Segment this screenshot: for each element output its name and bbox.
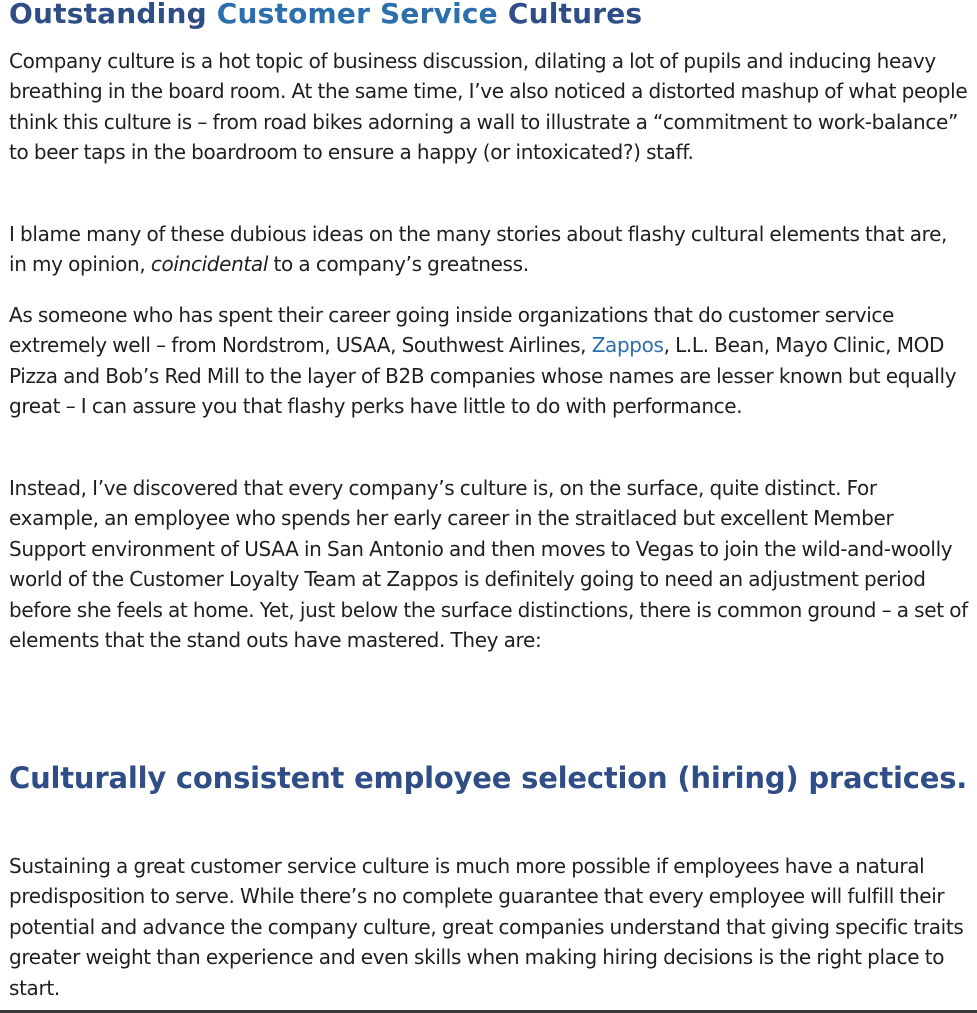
paragraph-hiring: Sustaining a great customer service culture is much more possible if employees have a natural predisposition to serve. While there’s no complete guarantee that every employee will fulfill their potential and advance the company culture, great companies understand that giving specific traits greater weight than experience and even skills when making hiring decisions is the right place to start. bbox=[9, 854, 964, 1000]
paragraph-text: , L.L. Bean, Mayo Clinic, MOD Pizza and Bob’s Red Mill to the layer of B2B companies whose names are lesser known but equally great – I can assure you that flashy perks have little to do with performance. bbox=[9, 333, 957, 419]
zappos-link[interactable]: Zappos bbox=[591, 333, 664, 358]
paragraph-text: I blame many of these dubious ideas on the many stories about flashy cultural elements that are, in my opinion, bbox=[9, 222, 948, 277]
paragraph-text: to a company’s greatness. bbox=[268, 252, 529, 277]
title-link-customer-service[interactable]: Customer Service bbox=[216, 0, 498, 30]
title-part-1: Outstanding bbox=[9, 0, 217, 30]
emphasis-coincidental: coincidental bbox=[150, 252, 269, 277]
paragraph-intro: Company culture is a hot topic of business discussion, dilating a lot of pupils and inducing heavy breathing in the board room. At the same time, I’ve also noticed a distorted mashup of what people think this culture is – from road bikes adorning a wall to illustrate a “commitment to work-balance” to beer taps in the boardroom to ensure a happy (or intoxicated?) staff. bbox=[9, 49, 968, 165]
page-title bbox=[9, 0, 642, 34]
paragraph-text: As someone who has spent their career going inside organizations that do customer service extremely well – from Nordstrom, USAA, Southwest Airlines, bbox=[9, 303, 894, 358]
paragraph-distinct-cultures: Instead, I’ve discovered that every company’s culture is, on the surface, quite distinct. For example, an employee who spends her early career in the straitlaced but excellent Member Support environment of USAA in San Antonio and then moves to Vegas to join the wild-and-woolly world of the Customer Loyalty Team at Zappos is definitely going to need an adjustment period before she feels at home. Yet, just below the surface distinctions, there is common ground – a set of elements that the stand outs have mastered. They are: bbox=[9, 476, 968, 653]
section-heading-hiring: Culturally consistent employee selection (hiring) practices. bbox=[9, 761, 968, 795]
title-part-3: Cultures bbox=[497, 0, 643, 30]
paragraph-dubious-ideas bbox=[9, 219, 969, 280]
paragraph-career bbox=[9, 300, 969, 422]
